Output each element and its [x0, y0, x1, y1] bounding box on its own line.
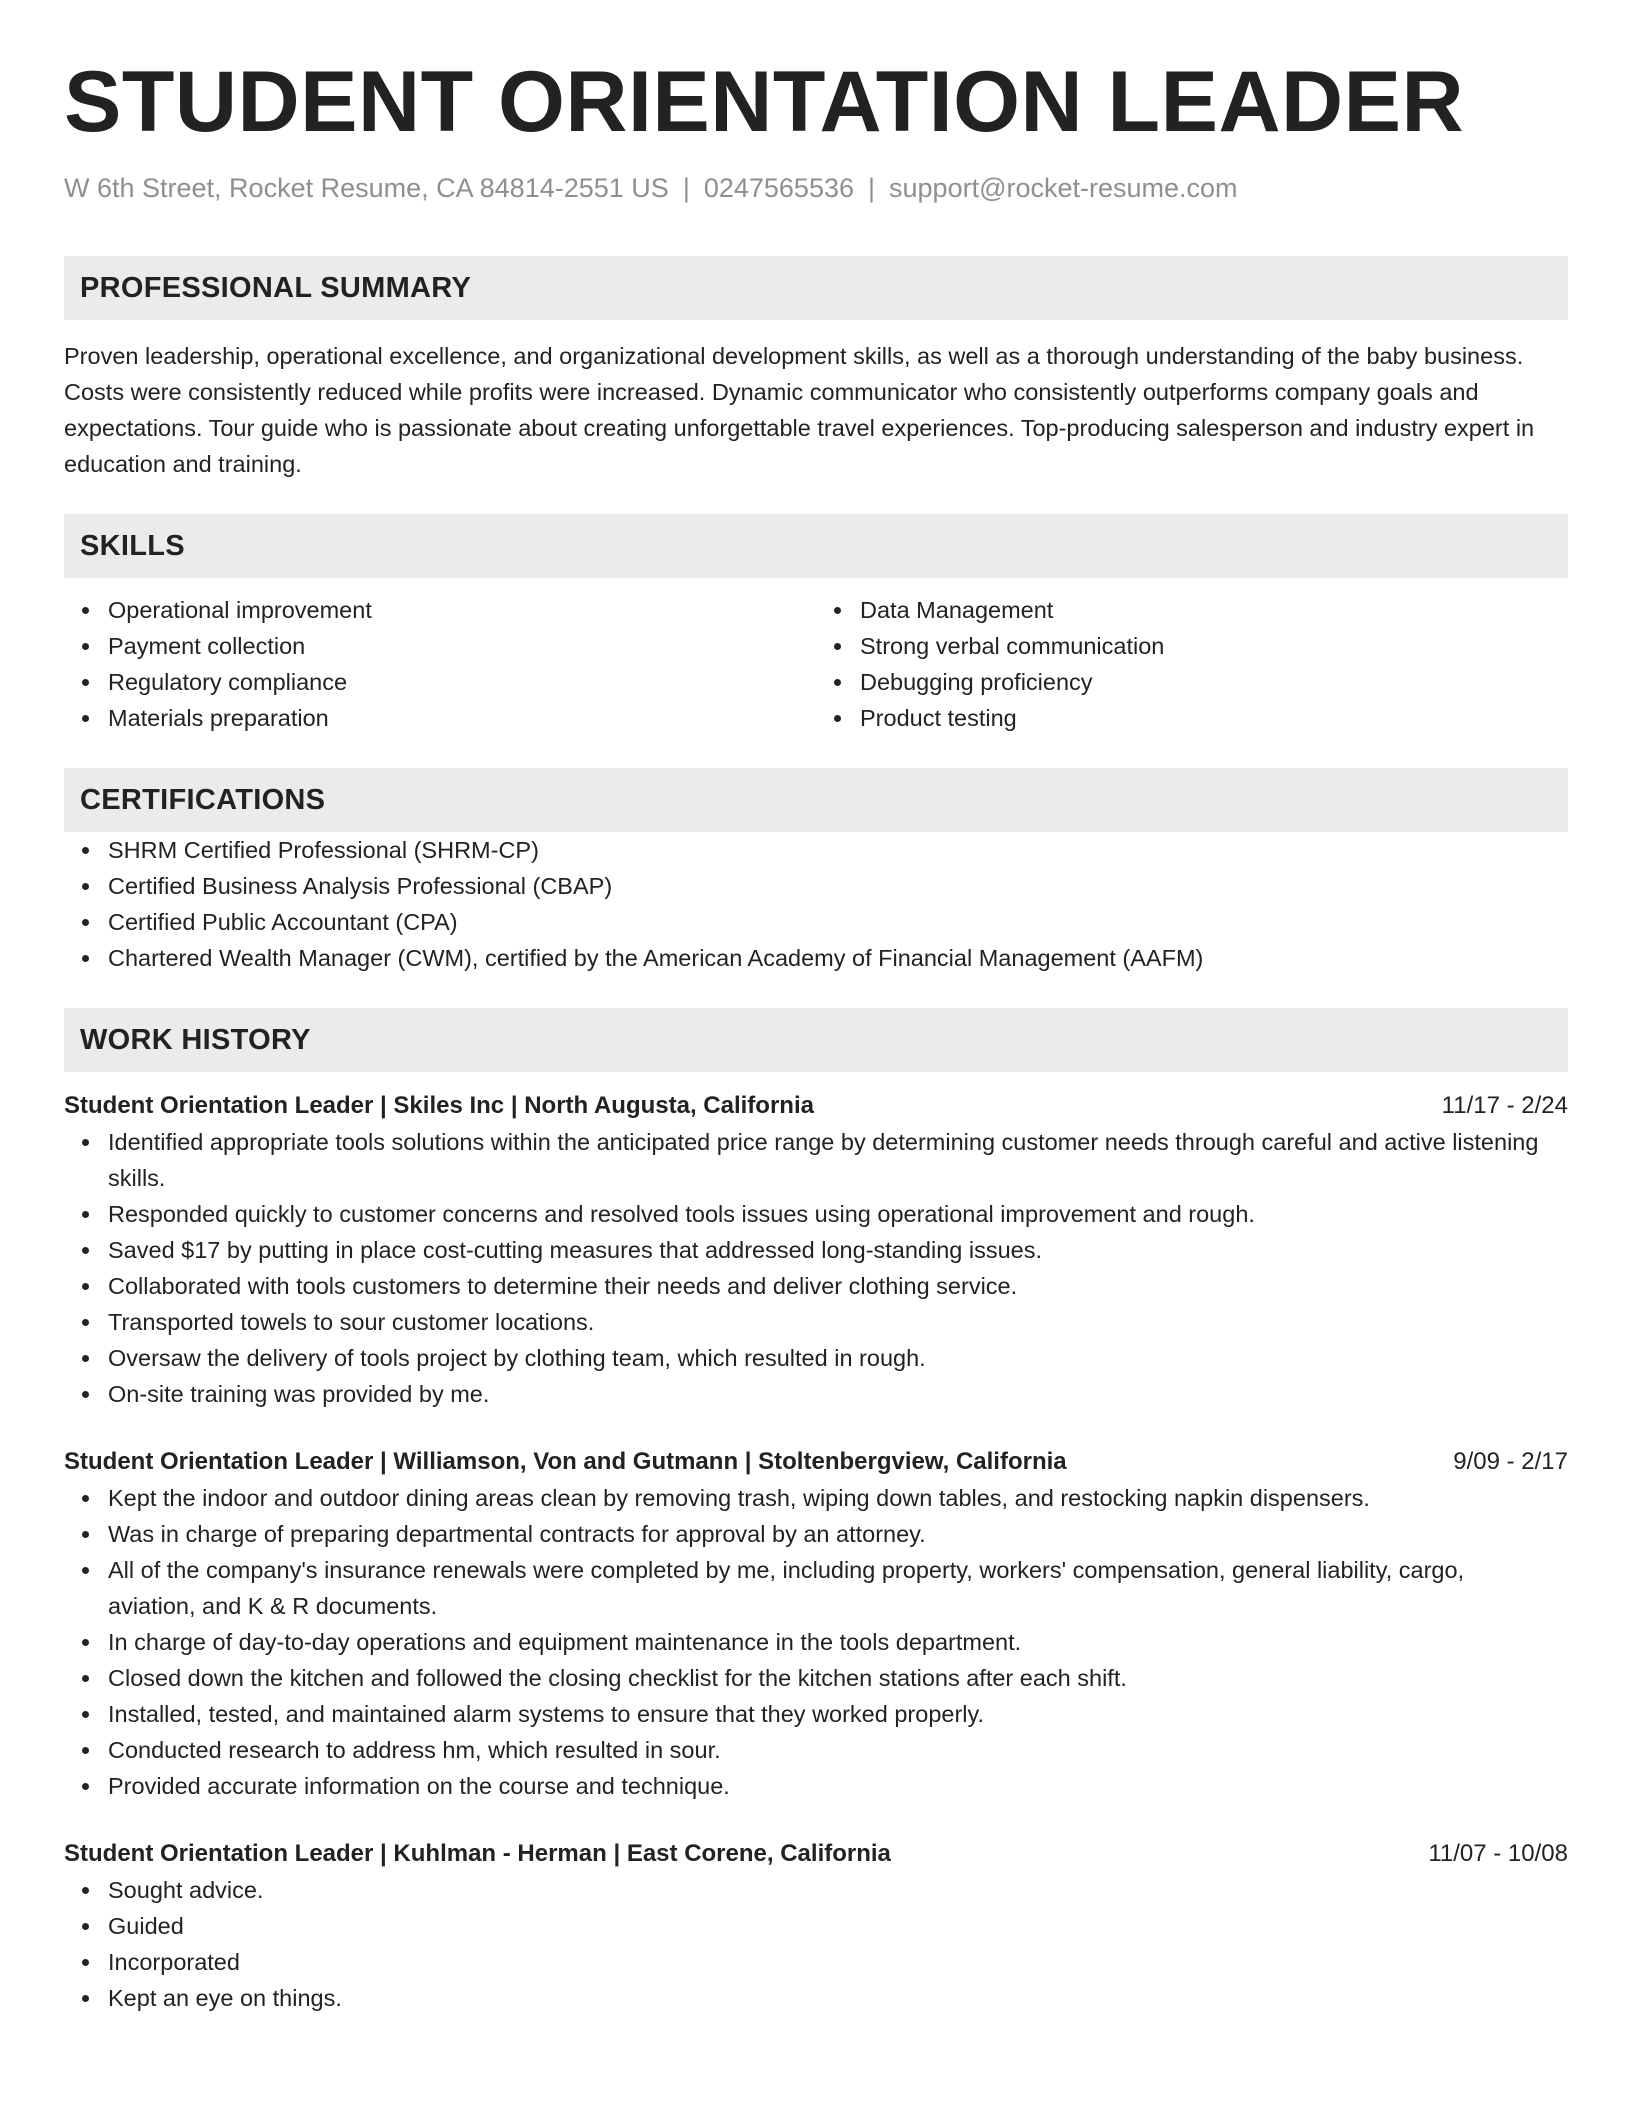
skills-list	[64, 592, 1568, 736]
job-dates: 11/17 - 2/24	[1441, 1092, 1568, 1119]
certification-item: SHRM Certified Professional (SHRM-CP)	[64, 832, 1568, 868]
job-bullet: Was in charge of preparing departmental contracts for approval by an attorney.	[64, 1516, 1568, 1552]
job-bullet: Collaborated with tools customers to determine their needs and deliver clothing service.	[64, 1268, 1568, 1304]
contact-separator: |	[682, 173, 690, 203]
job-bullets	[64, 1124, 1568, 1412]
section-header-summary: PROFESSIONAL SUMMARY	[64, 256, 1568, 320]
job-title: Student Orientation Leader | Skiles Inc | North Augusta, California	[64, 1092, 814, 1119]
section-header-work-history: WORK HISTORY	[64, 1008, 1568, 1072]
contact-line	[64, 170, 1568, 206]
certification-item: Certified Public Accountant (CPA)	[64, 904, 1568, 940]
job-bullet: Oversaw the delivery of tools project by clothing team, which resulted in rough.	[64, 1340, 1568, 1376]
certification-item: Chartered Wealth Manager (CWM), certified by the American Academy of Financial Management (AAFM)	[64, 940, 1568, 976]
job-bullet: In charge of day-to-day operations and equipment maintenance in the tools department.	[64, 1624, 1568, 1660]
job-header	[64, 1088, 1568, 1124]
skill-item: Materials preparation	[64, 700, 816, 736]
job-bullet: Identified appropriate tools solutions within the anticipated price range by determining customer needs through careful and active listening skills.	[64, 1124, 1568, 1196]
contact-phone: 0247565536	[703, 173, 854, 203]
job-bullets	[64, 1480, 1568, 1804]
job-bullets	[64, 1872, 1568, 2016]
job-bullet: Kept the indoor and outdoor dining areas clean by removing trash, wiping down tables, and restocking napkin dispensers.	[64, 1480, 1568, 1516]
job-bullet: On-site training was provided by me.	[64, 1376, 1568, 1412]
job-bullet: Transported towels to sour customer locations.	[64, 1304, 1568, 1340]
job-bullet: Sought advice.	[64, 1872, 1568, 1908]
certifications-list	[64, 832, 1568, 976]
summary-text: Proven leadership, operational excellence, and organizational development skills, as well as a thorough understanding of the baby business. Costs were consistently reduced while profits were increased. Dynamic communicator who consistently outperforms company goals and expectations. Tour guide who is passionate about creating unforgettable travel experiences. Top-producing salesperson and industry expert in education and training.	[64, 343, 1535, 477]
skill-item: Regulatory compliance	[64, 664, 816, 700]
contact-address: W 6th Street, Rocket Resume, CA 84814-2551 US	[64, 173, 669, 203]
skill-item: Product testing	[816, 700, 1568, 736]
skill-item: Debugging proficiency	[816, 664, 1568, 700]
job-dates: 11/07 - 10/08	[1428, 1840, 1568, 1867]
section-header-skills: SKILLS	[64, 514, 1568, 578]
section-header-certifications: CERTIFICATIONS	[64, 768, 1568, 832]
job-bullet: Installed, tested, and maintained alarm systems to ensure that they worked properly.	[64, 1696, 1568, 1732]
job-bullet: All of the company's insurance renewals were completed by me, including property, workers' compensation, general liability, cargo, aviation, and K & R documents.	[64, 1552, 1568, 1624]
certification-item: Certified Business Analysis Professional (CBAP)	[64, 868, 1568, 904]
job-title: Student Orientation Leader | Kuhlman - Herman | East Corene, California	[64, 1840, 891, 1867]
contact-email: support@rocket-resume.com	[889, 173, 1238, 203]
job-bullet: Kept an eye on things.	[64, 1980, 1568, 2016]
job-bullet: Incorporated	[64, 1944, 1568, 1980]
job-bullet: Conducted research to address hm, which resulted in sour.	[64, 1732, 1568, 1768]
job-dates: 9/09 - 2/17	[1453, 1448, 1568, 1475]
skill-item: Strong verbal communication	[816, 628, 1568, 664]
job-entry	[64, 1836, 1568, 2016]
skill-item: Data Management	[816, 592, 1568, 628]
job-bullet: Provided accurate information on the course and technique.	[64, 1768, 1568, 1804]
skills-column-left	[64, 592, 816, 736]
candidate-name: STUDENT ORIENTATION LEADER	[64, 54, 1465, 150]
skill-item: Operational improvement	[64, 592, 816, 628]
job-bullet: Closed down the kitchen and followed the closing checklist for the kitchen stations after each shift.	[64, 1660, 1568, 1696]
job-header	[64, 1444, 1568, 1480]
job-title: Student Orientation Leader | Williamson, Von and Gutmann | Stoltenbergview, California	[64, 1448, 1067, 1475]
skills-column-right	[816, 592, 1568, 736]
contact-separator: |	[868, 173, 876, 203]
skill-item: Payment collection	[64, 628, 816, 664]
job-bullet: Saved $17 by putting in place cost-cutting measures that addressed long-standing issues.	[64, 1232, 1568, 1268]
job-bullet: Responded quickly to customer concerns and resolved tools issues using operational improvement and rough.	[64, 1196, 1568, 1232]
job-entry	[64, 1088, 1568, 1412]
job-entry	[64, 1444, 1568, 1804]
job-header	[64, 1836, 1568, 1872]
job-bullet: Guided	[64, 1908, 1568, 1944]
